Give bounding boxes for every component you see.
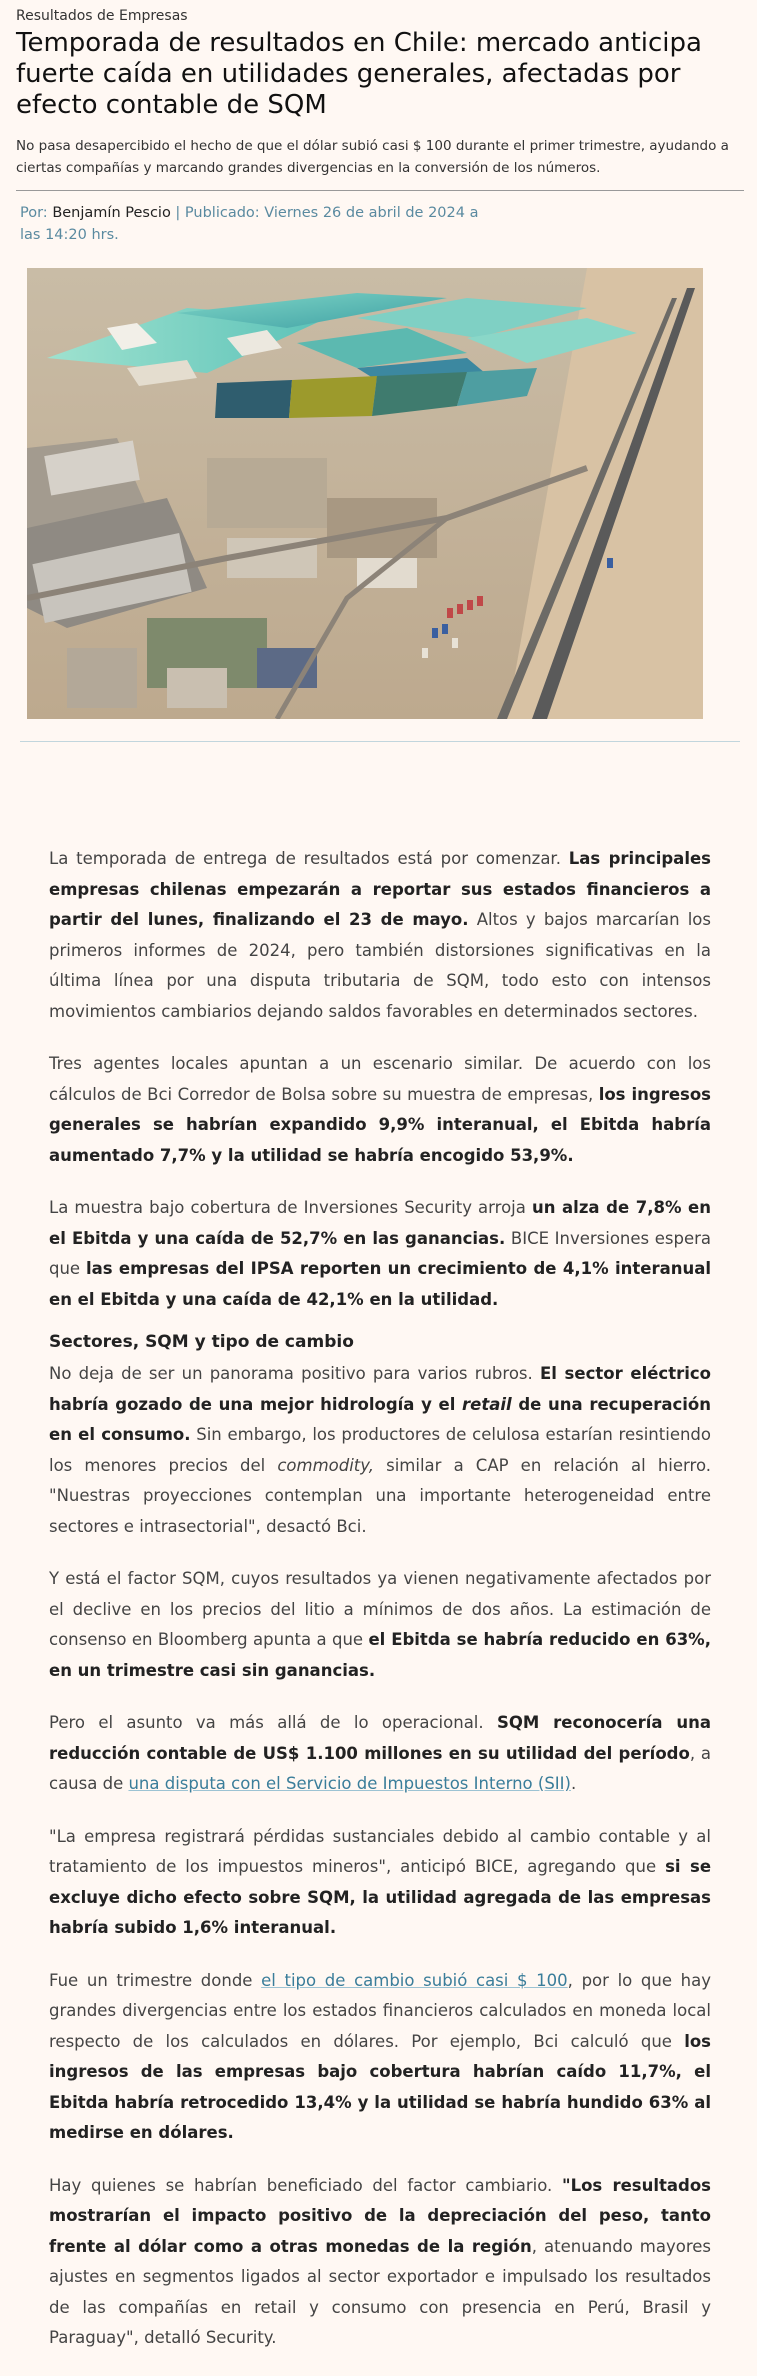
p4-retail-italic: retail (462, 1394, 512, 1414)
p9-bold: "Los resultados mostrarían el impacto positivo de la depreciación del peso, tanto frente al dólar como a otras monedas de la región (49, 2175, 711, 2256)
paragraph-5 (49, 1564, 711, 1686)
p3-text-c: BICE Inversiones espera que (49, 1228, 711, 1278)
p6-text-c: , a causa de (49, 1743, 711, 1793)
p4-bold-c-text: de una recuperación en el consumo. (49, 1394, 711, 1444)
p6-bold: SQM reconocería una reducción contable de US$ 1.100 millones en su utilidad del período (49, 1713, 711, 1763)
p7-text-a: "La empresa registrará pérdidas sustanciales debido al cambio contable y al tratamiento de los impuestos mineros", anticipó BICE, agregando que (49, 1826, 711, 1876)
p9-text-a: Hay quienes se habrían beneficiado del factor cambiario. (49, 2175, 562, 2195)
p8-text-a: Fue un trimestre donde (49, 1970, 262, 1990)
image-divider (20, 741, 740, 742)
p5-bold: el Ebitda se habría reducido en 63%, en un trimestre casi sin ganancias. (49, 1630, 711, 1680)
byline (20, 202, 480, 246)
p4-commodity-italic: commodity, (277, 1455, 374, 1475)
paragraph-4 (49, 1359, 711, 1542)
p4-text-e: similar a CAP en relación al hierro. "Nuestras proyecciones contemplan una importante heterogeneidad entre sectores e intrasectorial", desactó Bci. (49, 1455, 711, 1536)
article-body (49, 844, 711, 2376)
article-subtitle: No pasa desapercibido el hecho de que el dólar subió casi $ 100 durante el primer trimestre, ayudando a ciertas compañías y marcando grandes divergencias en la conversión de los números. (16, 138, 729, 176)
p4-text-a: No deja de ser un panorama positivo para varios rubros. (49, 1364, 540, 1383)
p1-text-a: La temporada de entrega de resultados está por comenzar. (49, 849, 569, 868)
byline-date: Viernes 26 de abril de 2024 a las 14:20 hrs. (20, 205, 479, 243)
p2-text-a: Tres agentes locales apuntan a un escenario similar. De acuerdo con los cálculos de Bci Corredor de Bolsa sobre su muestra de empresas, (49, 1054, 711, 1104)
p1-text-c: Altos y bajos marcarían los primeros informes de 2024, pero también distorsiones significativas en la última línea por una disputa tributaria de SQM, todo esto con intensos movimientos cambiarios dejando saldos favorables en determinados sectores. (49, 910, 711, 1021)
p6-text-a: Pero el asunto va más allá de lo operacional. (49, 1713, 497, 1732)
p8-text-b: , por lo que hay grandes divergencias entre los estados financieros calculados en moneda local respecto de los calculados en dólares. Por ejemplo, Bci calculó que (49, 1970, 711, 2051)
sii-dispute-link[interactable]: una disputa con el Servicio de Impuestos Interno (SII) (128, 1774, 571, 1793)
p6-text-d: . (570, 1774, 577, 1793)
byline-published-label: Publicado: (184, 205, 265, 221)
p8-bold: los ingresos de las empresas bajo cobertura habrían caído 11,7%, el Ebitda habría retrocedido 13,4% y la utilidad se habría hundido 63% al medirse en dólares. (49, 2031, 711, 2142)
byline-por-label: Por: (20, 205, 53, 221)
p1-bold: Las principales empresas chilenas empezarán a reportar sus estados financieros a partir del lunes, finalizando el 23 de mayo. (49, 849, 711, 929)
paragraph-7 (49, 1822, 711, 1944)
p3-bold-d: las empresas del IPSA reporten un crecimiento de 4,1% interanual en el Ebitda y una caída de 42,1% en la utilidad. (49, 1259, 711, 1309)
p7-bold: si se excluye dicho efecto sobre SQM, la utilidad agregada de las empresas habría subido 1,6% interanual. (49, 1857, 712, 1937)
paragraph-9 (49, 2171, 711, 2354)
paragraph-6 (49, 1708, 711, 1800)
byline-separator: | (170, 205, 185, 221)
hero-image-sqm-lithium-ponds (27, 268, 703, 719)
p2-bold: los ingresos generales se habrían expandido 9,9% interanual, el Ebitda habría aumentado 7,7% y la utilidad se habría encogido 53,9%. (49, 1084, 711, 1165)
header-divider (16, 190, 744, 191)
p4-bold-b-text: El sector eléctrico habría gozado de una mejor hidrología y el (49, 1364, 711, 1414)
p9-text-c: , atenuando mayores ajustes en segmentos ligados al sector exportador e impulsado los resultados de las compañías en retail y consumo con presencia en Perú, Brasil y Paraguay", detalló Security. (49, 2236, 712, 2347)
aerial-lithium-plant-illustration (27, 268, 703, 719)
section-link[interactable]: Resultados de Empresas (16, 8, 188, 24)
paragraph-8 (49, 1966, 711, 2149)
article-title: Temporada de resultados en Chile: mercado anticipa fuerte caída en utilidades generales, afectadas por efecto contable de SQM (16, 28, 702, 120)
paragraph-3 (49, 1193, 711, 1315)
p4-text-d: Sin embargo, los productores de celulosa estarían resintiendo los menores precios del (49, 1425, 711, 1475)
paragraph-2 (49, 1049, 711, 1171)
p5-text-a: Y está el factor SQM, cuyos resultados ya vienen negativamente afectados por el declive en los precios del litio a mínimos de dos años. La estimación de consenso en Bloomberg apunta a que (49, 1569, 711, 1649)
section-heading: Sectores, SQM y tipo de cambio (49, 1332, 354, 1352)
p3-text-a: La muestra bajo cobertura de Inversiones Security arroja (49, 1198, 532, 1217)
byline-author[interactable]: Benjamín Pescio (52, 205, 171, 221)
p3-bold-b: un alza de 7,8% en el Ebitda y una caída de 52,7% en las ganancias. (49, 1198, 711, 1248)
exchange-rate-link[interactable]: el tipo de cambio subió casi $ 100 (261, 1970, 568, 1990)
paragraph-1 (49, 844, 711, 1027)
